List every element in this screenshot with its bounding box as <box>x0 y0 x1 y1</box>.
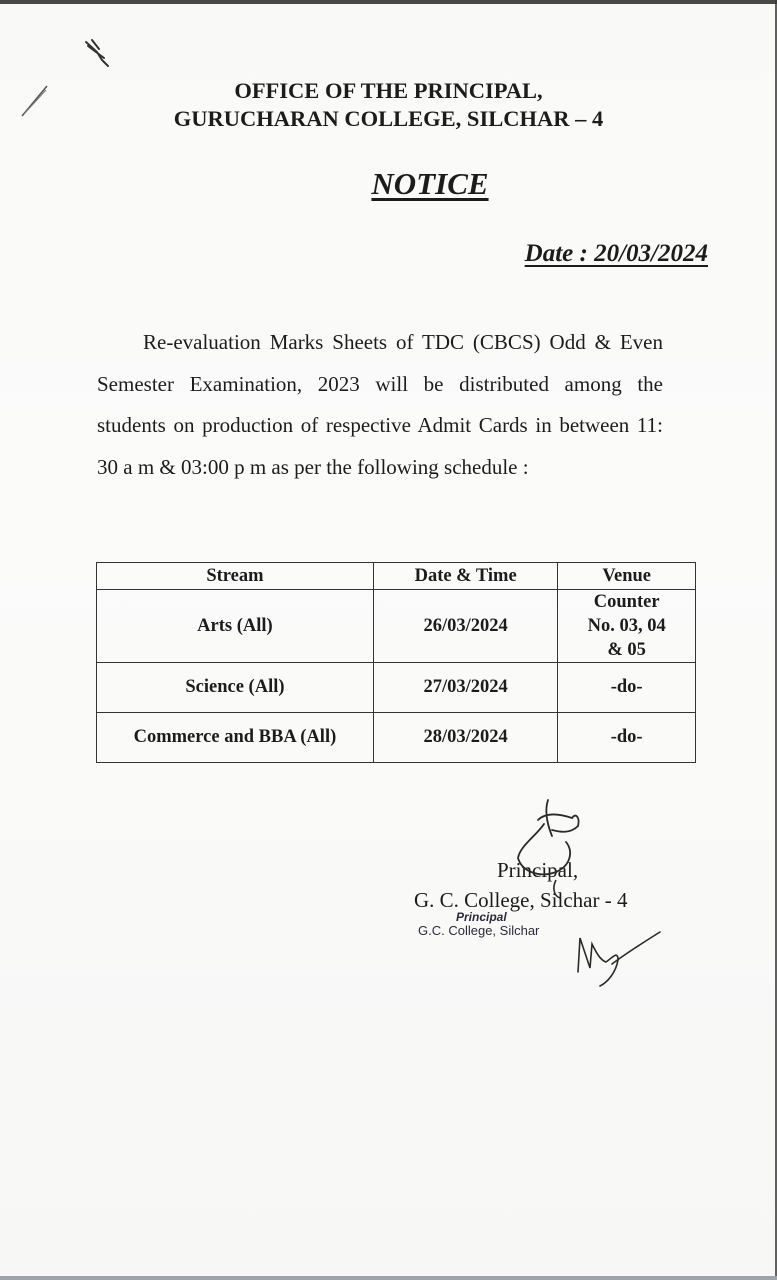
notice-body: Re-evaluation Marks Sheets of TDC (CBCS) Odd & Even Semester Examination, 2023 will be distributed among the students on production of respective Admit Cards in between 11: 30 a m & 03:00 p m as per the following schedule : <box>97 330 663 479</box>
header-venue: Venue <box>558 563 696 590</box>
cell-date: 27/03/2024 <box>373 663 557 713</box>
venue-line: & 05 <box>607 640 646 660</box>
signatory-institution: G. C. College, Silchar - 4 <box>414 888 628 912</box>
notice-title: NOTICE <box>371 166 489 201</box>
header-line-2: GURUCHARAN COLLEGE, SILCHAR – 4 <box>173 106 604 131</box>
header-date-time: Date & Time <box>373 563 557 590</box>
venue-line: Counter <box>593 592 660 612</box>
stamp-subtitle: G.C. College, Silchar <box>418 923 540 938</box>
header-line-1: OFFICE OF THE PRINCIPAL, <box>234 78 543 103</box>
header-stream: Stream <box>97 563 374 590</box>
signatory-title: Principal, <box>497 858 579 882</box>
cell-stream: Arts (All) <box>97 590 374 663</box>
cell-stream: Science (All) <box>97 663 374 713</box>
cell-venue: -do- <box>558 713 696 763</box>
stamp-title: Principal <box>456 910 507 924</box>
cell-date: 26/03/2024 <box>373 590 557 663</box>
cell-date: 28/03/2024 <box>373 713 557 763</box>
cell-venue: -do- <box>558 663 696 713</box>
cell-stream: Commerce and BBA (All) <box>97 713 374 763</box>
venue-line: No. 03, 04 <box>587 616 666 636</box>
notice-date: Date : 20/03/2024 <box>524 240 708 267</box>
